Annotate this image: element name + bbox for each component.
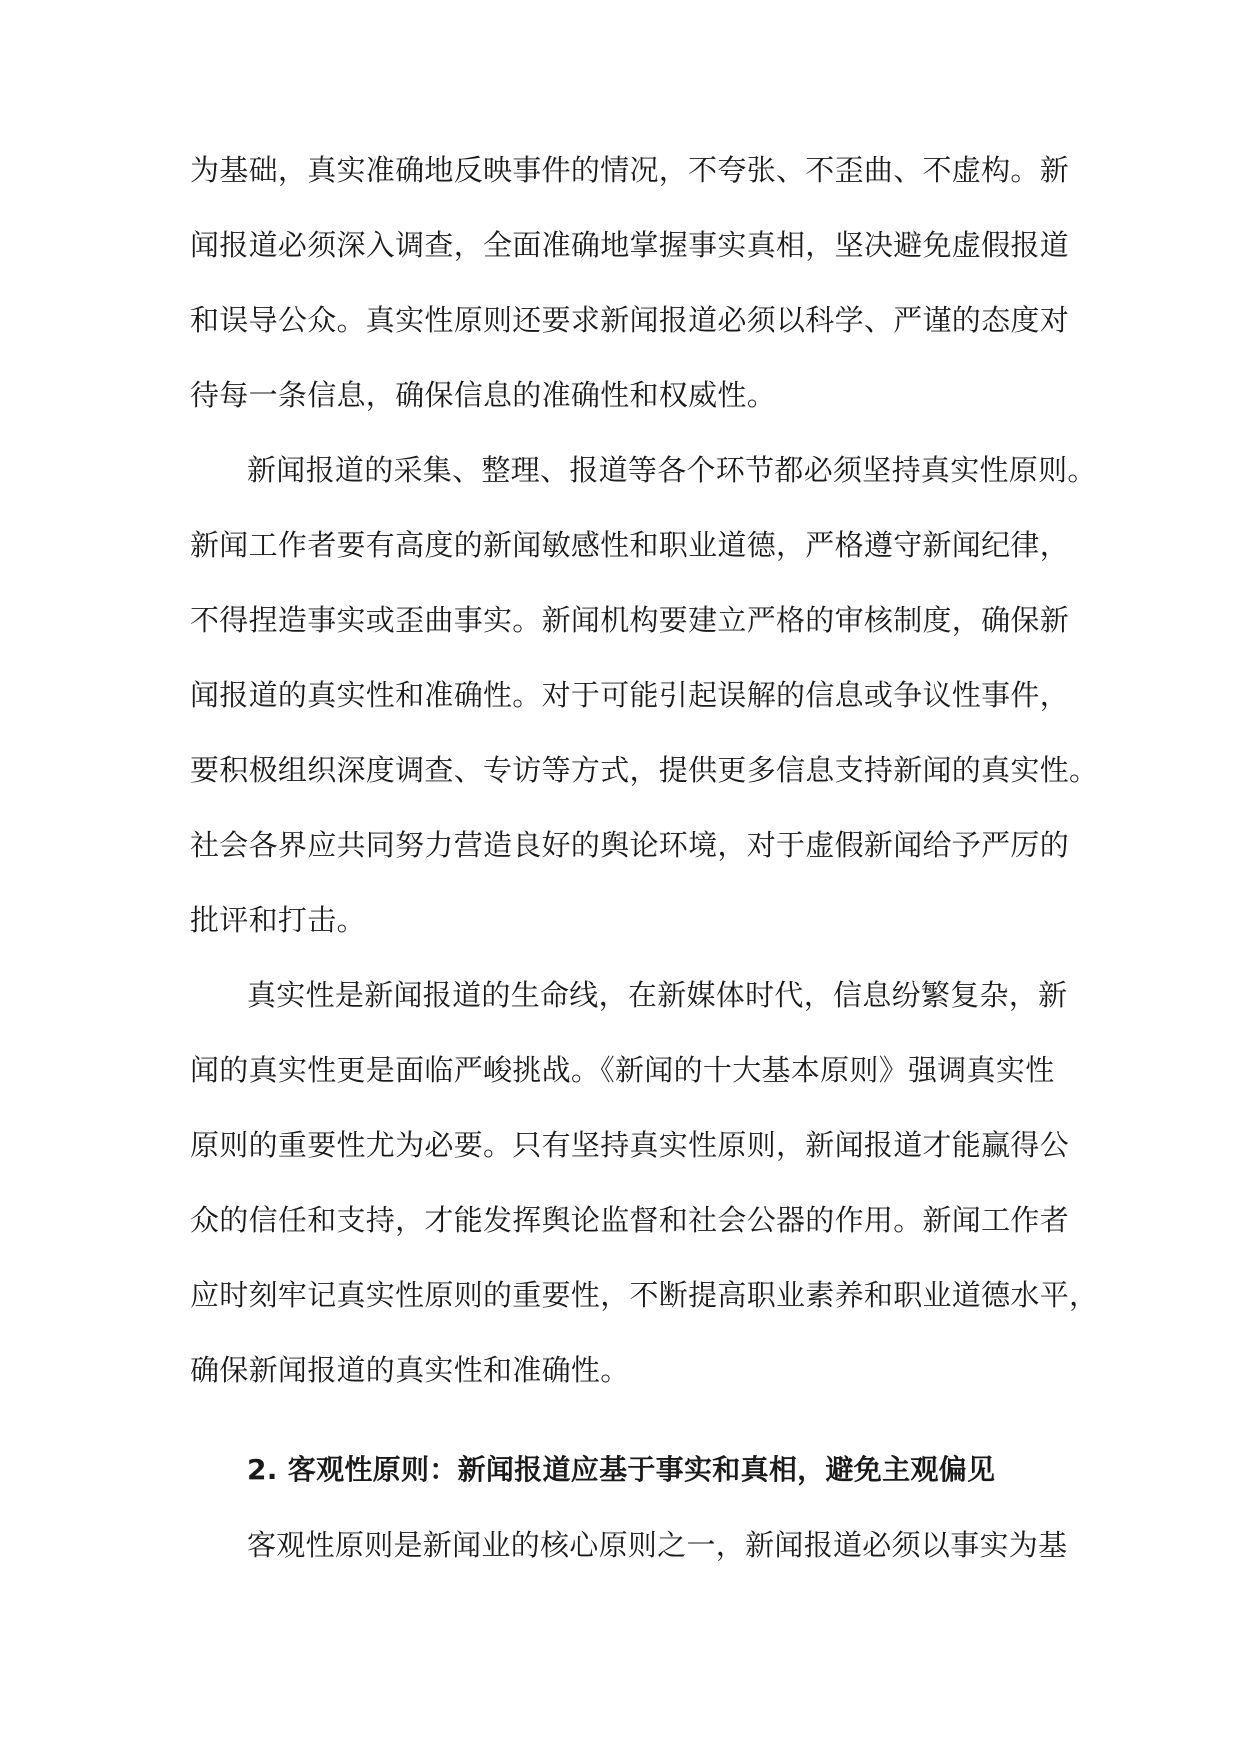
paragraph-3-line-1: 真实性是新闻报道的生命线，在新媒体时代，信息纷繁复杂，新 (247, 978, 1068, 1012)
paragraph-2-line-5: 要积极组织深度调查、专访等方式，提供更多信息支持新闻的真实性。 (190, 753, 1099, 787)
paragraph-3-line-5: 应时刻牢记真实性原则的重要性，不断提高职业素养和职业道德水平， (190, 1278, 1099, 1312)
paragraph-1-line-4: 待每一条信息，确保信息的准确性和权威性。 (190, 378, 777, 412)
paragraph-3-line-4: 众的信任和支持，才能发挥舆论监督和社会公器的作用。新闻工作者 (190, 1203, 1070, 1237)
paragraph-2-line-6: 社会各界应共同努力营造良好的舆论环境，对于虚假新闻给予严厉的 (190, 828, 1070, 862)
paragraph-1-line-1: 为基础，真实准确地反映事件的情况，不夸张、不歪曲、不虚构。新 (190, 153, 1070, 187)
paragraph-1-line-3: 和误导公众。真实性原则还要求新闻报道必须以科学、严谨的态度对 (190, 303, 1070, 337)
paragraph-3-line-6: 确保新闻报道的真实性和准确性。 (190, 1353, 630, 1387)
paragraph-4-line-1: 客观性原则是新闻业的核心原则之一，新闻报道必须以事实为基 (247, 1528, 1068, 1562)
paragraph-2-line-3: 不得捏造事实或歪曲事实。新闻机构要建立严格的审核制度，确保新 (190, 603, 1070, 637)
paragraph-2-line-7: 批评和打击。 (190, 903, 366, 937)
paragraph-1-line-2: 闻报道必须深入调查，全面准确地掌握事实真相，坚决避免虚假报道 (190, 228, 1070, 262)
paragraph-3-line-3: 原则的重要性尤为必要。只有坚持真实性原则，新闻报道才能赢得公 (190, 1128, 1070, 1162)
paragraph-3-line-2: 闻的真实性更是面临严峻挑战。《新闻的十大基本原则》强调真实性 (190, 1053, 1055, 1087)
paragraph-2-line-2: 新闻工作者要有高度的新闻敏感性和职业道德，严格遵守新闻纪律， (190, 528, 1070, 562)
paragraph-2-line-4: 闻报道的真实性和准确性。对于可能引起误解的信息或争议性事件， (190, 678, 1070, 712)
paragraph-2-line-1: 新闻报道的采集、整理、报道等各个环节都必须坚持真实性原则。 (247, 453, 1097, 487)
section-heading: 2. 客观性原则：新闻报道应基于事实和真相，避免主观偏见 (247, 1453, 996, 1486)
